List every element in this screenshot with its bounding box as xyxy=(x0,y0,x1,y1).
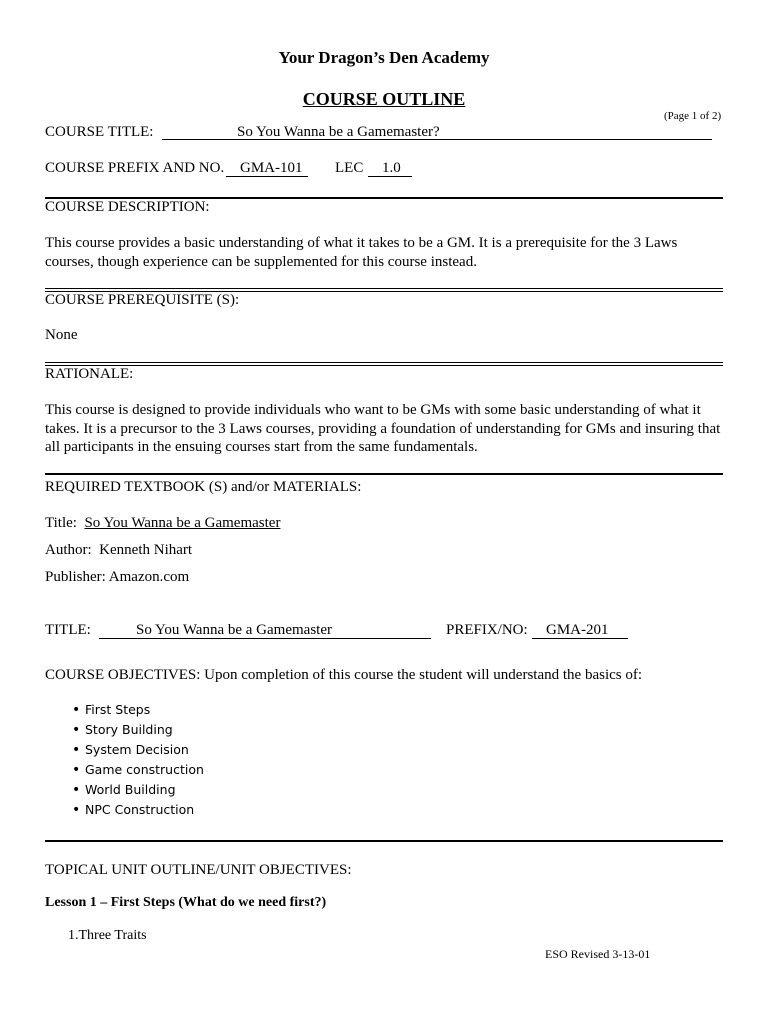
description-heading: COURSE DESCRIPTION: xyxy=(45,199,210,215)
course-prefix-value: GMA-101 xyxy=(240,160,303,176)
material-title-label: Title: xyxy=(45,515,77,531)
material-title-row xyxy=(45,515,280,532)
course-title-label: COURSE TITLE: xyxy=(45,124,154,140)
next-course-title-value: So You Wanna be a Gamemaster xyxy=(136,622,332,638)
material-author-label: Author: xyxy=(45,542,92,558)
bullet: • xyxy=(72,742,81,758)
lec-value: 1.0 xyxy=(382,160,401,176)
list-item: • World Building xyxy=(72,782,176,798)
outline-title: COURSE OUTLINE xyxy=(302,89,466,109)
revision-note: ESO Revised 3-13-01 xyxy=(545,947,651,961)
material-publisher-row xyxy=(45,569,189,586)
section-divider xyxy=(45,362,723,366)
objectives-list xyxy=(72,700,204,820)
materials-heading: REQUIRED TEXTBOOK (S) and/or MATERIALS: xyxy=(45,479,362,495)
material-author-value: Kenneth Nihart xyxy=(99,542,193,558)
rationale-heading: RATIONALE: xyxy=(45,366,134,382)
list-item: • Game construction xyxy=(72,762,204,778)
list-item: • System Decision xyxy=(72,742,189,758)
page-indicator: (Page 1 of 2) xyxy=(664,110,722,122)
material-author-row xyxy=(45,542,192,559)
list-item: • Story Building xyxy=(72,722,173,738)
course-prefix-label: COURSE PREFIX AND NO. xyxy=(45,160,225,176)
material-title-value: So You Wanna be a Gamemaster xyxy=(84,515,281,531)
lesson-1-heading: Lesson 1 – First Steps (What do we need first?) xyxy=(45,895,327,910)
lesson-1-item-1 xyxy=(68,928,147,944)
item-text: Three Traits xyxy=(78,928,147,943)
next-course-title-label: TITLE: xyxy=(45,622,91,638)
next-course-prefix-label: PREFIX/NO: xyxy=(446,622,528,638)
rationale-text: This course is designed to provide individuals who want to be GMs with some basic understanding of what it takes. It is a precursor to the 3 Laws courses, providing a foundation of understanding for GMs and insuring that all participants in the ensuing courses start from the same fundamentals. xyxy=(45,402,721,455)
section-divider xyxy=(45,473,723,475)
item-number: 1. xyxy=(68,928,79,943)
description-text: This course provides a basic understanding of what it takes to be a GM. It is a prerequisite for the 3 Laws courses, though experience can be supplemented for this course instead. xyxy=(45,235,678,270)
next-course-prefix-value: GMA-201 xyxy=(546,622,609,638)
bullet: • xyxy=(72,762,81,778)
bullet: • xyxy=(72,802,81,818)
material-publisher-value: Amazon.com xyxy=(108,569,190,585)
bullet: • xyxy=(72,722,81,738)
prerequisite-heading: COURSE PREREQUISITE (S): xyxy=(45,292,240,308)
lec-label: LEC xyxy=(335,160,364,176)
units-heading: TOPICAL UNIT OUTLINE/UNIT OBJECTIVES: xyxy=(45,862,352,878)
course-title-value: So You Wanna be a Gamemaster? xyxy=(237,124,440,140)
material-publisher-label: Publisher: xyxy=(45,569,106,585)
bullet: • xyxy=(72,782,81,798)
list-item: • NPC Construction xyxy=(72,802,195,818)
bullet: • xyxy=(72,702,81,718)
section-divider xyxy=(45,840,723,842)
academy-title: Your Dragon’s Den Academy xyxy=(278,48,490,67)
prerequisite-text: None xyxy=(45,327,78,343)
objectives-intro: COURSE OBJECTIVES: Upon completion of this course the student will understand the basics of: xyxy=(45,667,643,683)
list-item: • First Steps xyxy=(72,702,151,718)
